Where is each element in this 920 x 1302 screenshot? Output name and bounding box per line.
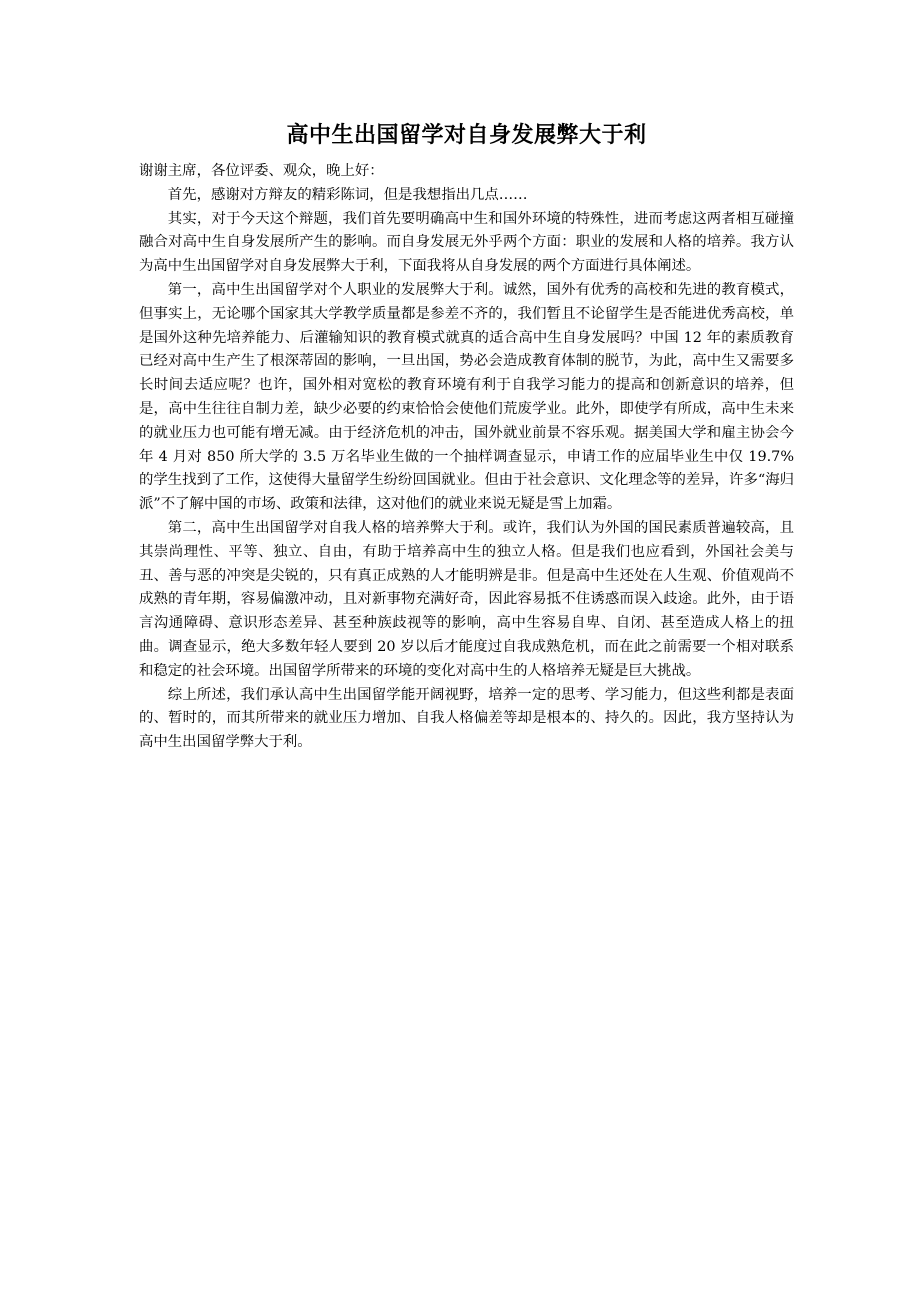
- document-page: [139, 118, 794, 755]
- paragraph-intro: 其实，对于今天这个辩题，我们首先要明确高中生和国外环境的特殊性，进而考虑这两者相互碰撞融合对高中生自身发展所产生的影响。而自身发展无外乎两个方面：职业的发展和人格的培养。我方认为高中生出国留学对自身发展弊大于利，下面我将从自身发展的两个方面进行具体阐述。: [139, 210, 794, 275]
- paragraph-greeting: 谢谢主席，各位评委、观众，晚上好：: [139, 163, 384, 179]
- paragraph-point-one: 第一，高中生出国留学对个人职业的发展弊大于利。诚然，国外有优秀的高校和先进的教育模式，但事实上，无论哪个国家其大学教学质量都是参差不齐的，我们暂且不论留学生是否能进优秀高校，单是国外这种先培养能力、后灌输知识的教育模式就真的适合高中生自身发展吗？中国 12 年的素质教育已经对高中生产生了根深蒂固的影响，一旦出国，势必会造成教育体制的脱节，为此，高中生又需要多长时间去适应呢？也许，国外相对宽松的教育环境有利于自我学习能力的提高和创新意识的培养，但是，高中生往往自制力差，缺少必要的约束恰恰会使他们荒废学业。此外，即使学有所成，高中生未来的就业压力也可能有增无减。由于经济危机的冲击，国外就业前景不容乐观。据美国大学和雇主协会今年 4 月对 850 所大学的 3.5 万名毕业生做的一个抽样调查显示，申请工作的应届毕业生中仅 19.7%的学生找到了工作，这使得大量留学生纷纷回国就业。但由于社会意识、文化理念等的差异，许多“海归派”不了解中国的市场、政策和法律，这对他们的就业来说无疑是雪上加霜。: [139, 281, 794, 513]
- document-content: [139, 118, 794, 755]
- paragraph-conclusion: 综上所述，我们承认高中生出国留学能开阔视野，培养一定的思考、学习能力，但这些利都是表面的、暂时的，而其所带来的就业压力增加、自我人格偏差等却是根本的、持久的。因此，我方坚持认为高中生出国留学弊大于利。: [139, 686, 794, 751]
- paragraph-point-two: 第二，高中生出国留学对自我人格的培养弊大于利。或许，我们认为外国的国民素质普遍较高，且其崇尚理性、平等、独立、自由，有助于培养高中生的独立人格。但是我们也应看到，外国社会美与丑、善与恶的冲突是尖锐的，只有真正成熟的人才能明辨是非。但是高中生还处在人生观、价值观尚不成熟的青年期，容易偏激冲动，且对新事物充满好奇，因此容易抵不住诱惑而误入歧途。此外，由于语言沟通障碍、意识形态差异、甚至种族歧视等的影响，高中生容易自卑、自闭、甚至造成人格上的扭曲。调查显示，绝大多数年轻人要到 20 岁以后才能度过自我成熟危机，而在此之前需要一个相对联系和稳定的社会环境。出国留学所带来的环境的变化对高中生的人格培养无疑是巨大挑战。: [139, 519, 794, 679]
- paragraph-opening: 首先，感谢对方辩友的精彩陈词，但是我想指出几点……: [167, 186, 528, 203]
- document-title: 高中生出国留学对自身发展弊大于利: [286, 123, 647, 148]
